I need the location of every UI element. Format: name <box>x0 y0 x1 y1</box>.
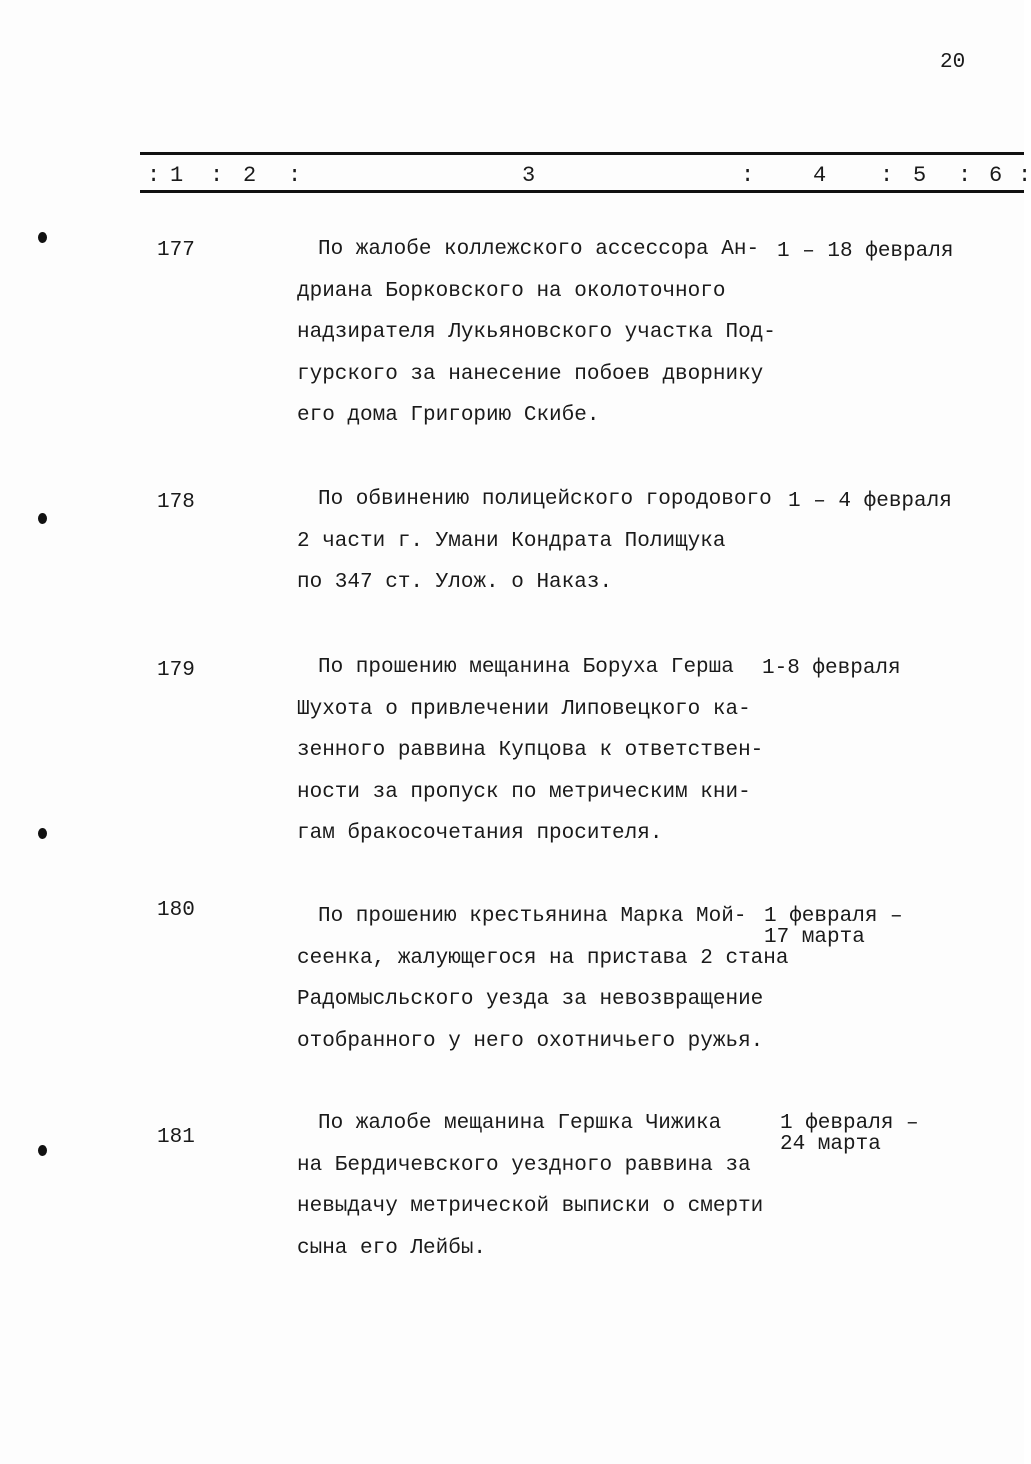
entry-number: 179 <box>157 659 195 682</box>
entry-text-line: его дома Григорию Скибе. <box>297 404 600 427</box>
header-column-5: 5 <box>913 163 927 188</box>
header-column-2: 2 <box>243 163 257 188</box>
entry-text-line: ности за пропуск по метрическим кни- <box>297 780 751 804</box>
header-column-1: 1 <box>170 163 184 188</box>
header-column-6: 6 <box>989 163 1003 188</box>
entry-text-line: зенного раввина Купцова к ответствен- <box>297 739 764 762</box>
entry-number: 180 <box>157 899 195 922</box>
entry-date: 1 – 4 февраля <box>788 490 952 513</box>
entry-text-line: сеенка, жалующегося на пристава 2 стана <box>297 946 789 970</box>
header-column-4: 4 <box>813 163 827 188</box>
entry-number: 177 <box>157 239 195 262</box>
header-top-rule <box>140 152 1024 155</box>
entry-text-line: По жалобе коллежского ассессора Ан- <box>318 238 760 261</box>
entry-text-line: По обвинению полицейского городового <box>318 488 772 511</box>
header-separator: : <box>958 163 972 188</box>
page-number: 20 <box>940 51 966 74</box>
punch-hole-mark <box>38 1145 47 1156</box>
entry-text-line: по 347 ст. Улож. о Наказ. <box>297 571 613 594</box>
entry-text-line: По прошению мещанина Боруха Герша <box>318 656 734 679</box>
entry-date: 1-8 февраля <box>762 657 901 680</box>
header-separator: : <box>147 163 161 188</box>
entry-number: 178 <box>157 491 195 514</box>
header-separator: : <box>1018 163 1031 188</box>
header-separator: : <box>741 163 755 188</box>
entry-text-line: невыдачу метрической выписки о смерти <box>297 1195 764 1218</box>
header-bottom-rule <box>140 190 1024 193</box>
entry-text-line: дриана Борковского на околоточного <box>297 279 726 303</box>
entry-text-line: По жалобе мещанина Гершка Чижика <box>318 1112 722 1135</box>
entry-text-line: По прошению крестьянина Марка Мой- <box>318 905 747 928</box>
header-separator: : <box>880 163 894 188</box>
entry-text-line: гурского за нанесение побоев дворнику <box>297 362 764 386</box>
entry-date: 1 – 18 февраля <box>777 240 954 263</box>
punch-hole-mark <box>38 828 47 839</box>
entry-text-line: на Бердичевского уездного раввина за <box>297 1153 751 1177</box>
entry-text-line: Радомысльского уезда за невозвращение <box>297 988 764 1011</box>
header-column-3: 3 <box>522 163 536 188</box>
entry-text-line: сына его Лейбы. <box>297 1236 487 1260</box>
entry-text-line: гам бракосочетания просителя. <box>297 822 663 845</box>
entry-text-line: 2 части г. Умани Кондрата Полищука <box>297 529 726 553</box>
entry-number: 181 <box>157 1126 195 1149</box>
entry-date: 24 марта <box>780 1133 881 1156</box>
punch-hole-mark <box>38 232 47 243</box>
entry-date: 1 февраля – <box>764 905 903 928</box>
header-separator: : <box>210 163 224 188</box>
entry-text-line: отобранного у него охотничьего ружья. <box>297 1029 764 1053</box>
header-separator: : <box>288 163 302 188</box>
entry-date: 1 февраля – <box>780 1112 919 1135</box>
punch-hole-mark <box>38 513 47 524</box>
entry-text-line: надзирателя Лукьяновского участка Под- <box>297 321 776 344</box>
entry-text-line: Шухота о привлечении Липовецкого ка- <box>297 697 751 721</box>
entry-date: 17 марта <box>764 926 865 949</box>
